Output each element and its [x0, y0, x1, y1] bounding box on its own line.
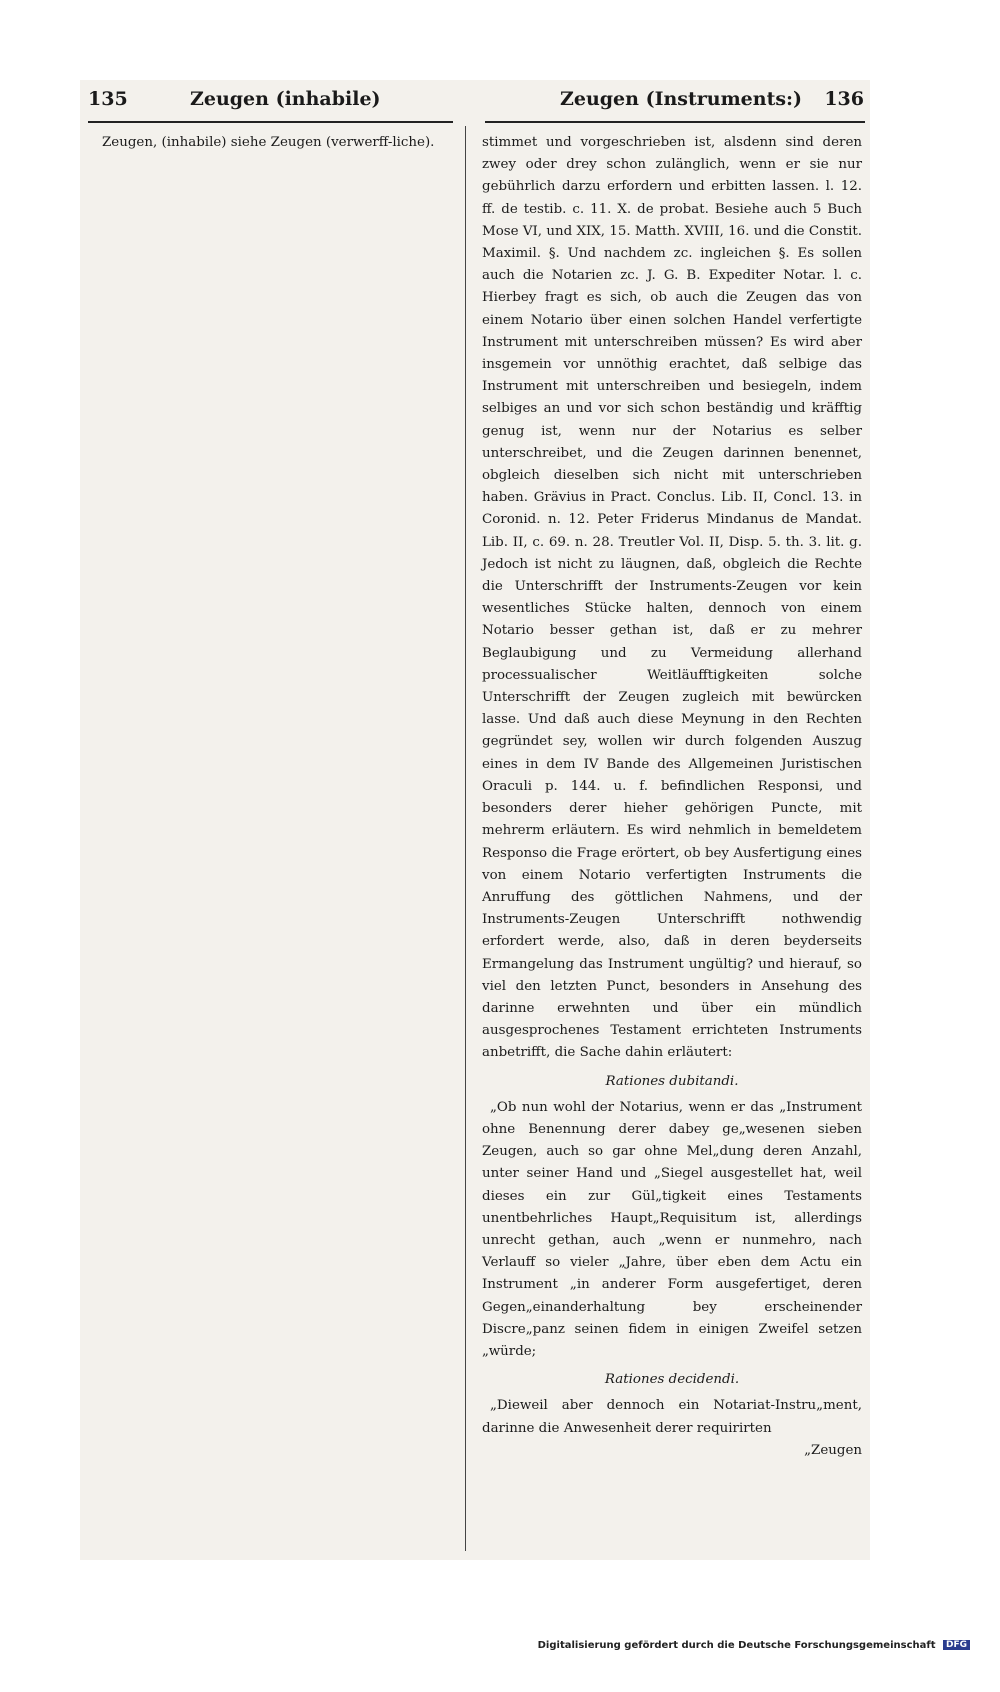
column-divider	[465, 126, 466, 1551]
left-column	[88, 132, 450, 154]
digitization-footer	[538, 1640, 970, 1651]
rationes-dubitandi-heading: Rationes dubitandi.	[605, 1073, 739, 1089]
left-page-number: 135	[88, 88, 128, 110]
rationes-dubitandi-text: „Ob nun wohl der Notarius, wenn er das „Instrument ohne Benennung derer dabey ge„wesenen sieben Zeugen, auch so gar ohne Mel„dung deren Anzahl, unter seiner Hand und „Siegel ausgestellet hat, weil dieses ein zur Gül„tigkeit eines Testaments unentbehrliches Haupt„Requisitum ist, allerdings unrecht gethan, auch „wenn er nunmehro, nach Verlauff so vieler „Jahre, über eben dem Actu ein Instrument „in anderer Form ausgefertiget, deren Gegen„einanderhaltung bey erscheinender Discre„panz seinen fidem in einigen Zweifel setzen „würde;	[482, 1099, 862, 1359]
right-column	[482, 132, 862, 1462]
rationes-decidendi-heading: Rationes decidendi.	[604, 1372, 740, 1388]
header-rule-left	[88, 121, 453, 123]
right-running-title: Zeugen (Instruments:)	[560, 88, 803, 110]
catchword: „Zeugen	[804, 1442, 862, 1458]
footer-text: Digitalisierung gefördert durch die Deutsche Forschungsgemeinschaft	[537, 1640, 936, 1651]
dfg-logo: DFG	[943, 1640, 970, 1650]
right-page-number: 136	[824, 88, 864, 110]
left-running-title: Zeugen (inhabile)	[190, 88, 381, 110]
book-page	[80, 80, 870, 1560]
header-rule-right	[485, 121, 865, 123]
running-header	[80, 88, 870, 118]
rationes-decidendi-text: „Dieweil aber dennoch ein Notariat-Instru„ment, darinne die Anwesenheit derer requirirten	[482, 1398, 862, 1436]
entry-zeugen-inhabile: Zeugen, (inhabile) siehe Zeugen (verwerff-liche).	[102, 135, 435, 150]
continuation-paragraph: stimmet und vorgeschrieben ist, alsdenn sind deren zwey oder drey schon zulänglich, wenn er sie nur gebührlich darzu erfordern und erbitten lassen. l. 12. ff. de testib. c. 11. X. de probat. Besiehe auch 5 Buch Mose VI, und XIX, 15. Matth. XVIII, 16. und die Constit. Maximil. §. Und nachdem zc. ingleichen §. Es sollen auch die Notarien zc. J. G. B. Expediter Notar. l. c. Hierbey fragt es sich, ob auch die Zeugen das von einem Notario über einen solchen Handel verfertigte Instrument mit unterschreiben müssen? Es wird aber insgemein vor unnöthig erachtet, daß selbige das Instrument mit unterschreiben und besiegeln, indem selbiges an und vor sich schon beständig und kräfftig genug ist, wenn nur der Notarius es selber unterschreibet, und die Zeugen darinnen benennet, obgleich dieselben sich nicht mit unterschrieben haben. Grävius in Pract. Conclus. Lib. II, Concl. 13. in Coronid. n. 12. Peter Friderus Mindanus de Mandat. Lib. II, c. 69. n. 28. Treutler Vol. II, Disp. 5. th. 3. lit. g. Jedoch ist nicht zu läugnen, daß, obgleich die Rechte die Unterschrifft der Instruments-Zeugen vor kein wesentliches Stücke halten, dennoch von einem Notario besser gethan ist, daß er zu mehrer Beglaubigung und zu Vermeidung allerhand processualischer Weitläufftigkeiten solche Unterschrifft der Zeugen zugleich mit bewürcken lasse. Und daß auch diese Meynung in den Rechten gegründet sey, wollen wir durch folgenden Auszug eines in dem IV Bande des Allgemeinen Juristischen Oraculi p. 144. u. f. befindlichen Responsi, und besonders derer hieher gehörigen Puncte, mit mehrerm erläutern. Es wird nehmlich in bemeldetem Responso die Frage erörtert, ob bey Ausfertigung eines von einem Notario verfertigten Instruments die Anruffung des göttlichen Nahmens, und der Instruments-Zeugen Unterschrifft nothwendig erfordert werde, also, daß in deren beyderseits Ermangelung das Instrument ungültig? und hierauf, so viel den letzten Punct, besonders in Ansehung des darinne erwehnten und über ein mündlich ausgesprochenes Testament errichteten Instruments anbetrifft, die Sache dahin erläutert:	[482, 135, 862, 1061]
